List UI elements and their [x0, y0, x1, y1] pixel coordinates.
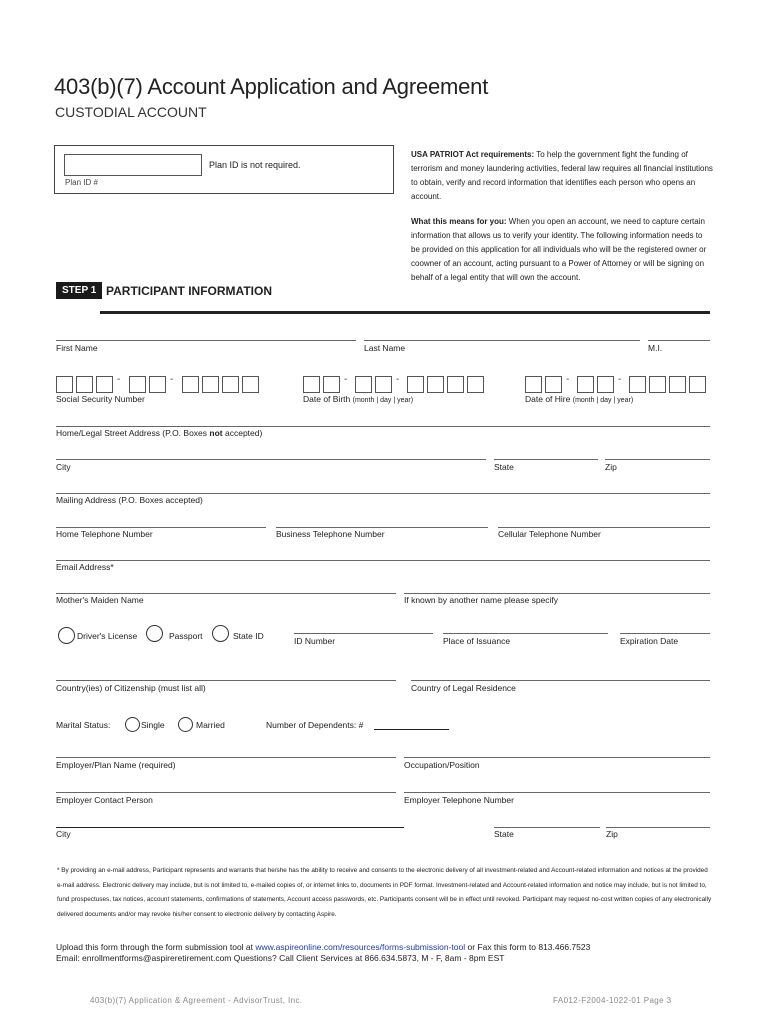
dob-digit-box[interactable]	[375, 376, 392, 393]
place-issuance-label: Place of Issuance	[443, 636, 511, 646]
dob-digit-box[interactable]	[447, 376, 464, 393]
employer-contact-label: Employer Contact Person	[56, 795, 153, 805]
employer-zip-field[interactable]	[606, 827, 710, 828]
dob-digit-box[interactable]	[303, 376, 320, 393]
doh-digit-box[interactable]	[649, 376, 666, 393]
doh-digit-box[interactable]	[597, 376, 614, 393]
ssn-digit-box[interactable]	[96, 376, 113, 393]
expiration-date-field[interactable]	[620, 633, 710, 634]
drivers-license-label: Driver's License	[77, 631, 138, 641]
plan-id-input[interactable]	[64, 154, 202, 176]
page-subtitle: CUSTODIAL ACCOUNT	[55, 104, 207, 120]
legal-residence-field[interactable]	[411, 680, 710, 681]
employer-city-label: City	[56, 829, 71, 839]
page-title: 403(b)(7) Account Application and Agreement	[54, 74, 489, 99]
expiration-date-label: Expiration Date	[620, 636, 679, 646]
plan-id-label: Plan ID #	[65, 178, 98, 187]
maiden-name-field[interactable]	[56, 593, 396, 594]
section-divider	[100, 311, 710, 314]
other-name-label: If known by another name please specify	[404, 595, 559, 605]
ssn-digit-box[interactable]	[76, 376, 93, 393]
first-name-field[interactable]	[56, 340, 356, 341]
cell-phone-field[interactable]	[498, 527, 710, 528]
passport-radio[interactable]	[146, 625, 163, 642]
state-id-label: State ID	[233, 631, 264, 641]
step-tag: STEP 1	[56, 282, 102, 299]
dob-label	[303, 394, 413, 404]
place-issuance-field[interactable]	[443, 633, 608, 634]
upload-text-pre: Upload this form through the form submission tool at	[56, 942, 256, 952]
email-disclaimer: * By providing an e-mail address, Participant represents and warrants that he/she has the ability to receive and consents to the electronic delivery of all investment-related and Account-related information and notices at the provided e-mail address. Electronic delivery may include, but is not limited to, e-mailed copies of, or internet links to, documents in PDF format. Investment-related and Account-related information and notice may include, but is not limited to, fund prospectuses, tax notices, account statements, confirmations of statements, Account access passwords, etc. Participants consent will be in effect until revoked. Participant may request no-cost written copies of any electronically delivered documents and/or may revoke his/her consent to electronic delivery by contacting Aspire.	[57, 867, 712, 918]
dob-format: (month | day | year)	[352, 397, 414, 404]
dob-digit-box[interactable]	[407, 376, 424, 393]
footer-form-name: 403(b)(7) Application & Agreement - AdvisorTrust, Inc.	[90, 996, 303, 1005]
contact-line: Email: enrollmentforms@aspireretirement.com Questions? Call Client Services at 866.634.5873, M - F, 8am - 8pm EST	[56, 952, 505, 963]
forms-submission-link[interactable]: www.aspireonline.com/resources/forms-submission-tool	[255, 942, 466, 952]
doh-digit-box[interactable]	[525, 376, 542, 393]
city-label: City	[56, 462, 71, 472]
doh-digit-box[interactable]	[669, 376, 686, 393]
id-number-field[interactable]	[294, 633, 433, 634]
employer-zip-label: Zip	[606, 829, 618, 839]
street-label-pre: Home/Legal Street Address (P.O. Boxes	[56, 428, 210, 438]
doh-digit-box[interactable]	[577, 376, 594, 393]
other-name-field[interactable]	[404, 593, 710, 594]
married-label: Married	[196, 720, 225, 730]
employer-phone-field[interactable]	[404, 792, 710, 793]
street-label-post: accepted)	[222, 428, 263, 438]
last-name-label: Last Name	[364, 343, 406, 353]
single-label: Single	[141, 720, 165, 730]
dob-digit-box[interactable]	[467, 376, 484, 393]
first-name-label: First Name	[56, 343, 98, 353]
patriot-heading-2: What this means for you:	[411, 217, 507, 226]
ssn-digit-box[interactable]	[129, 376, 146, 393]
step-title: PARTICIPANT INFORMATION	[106, 284, 272, 298]
doh-label-text: Date of Hire	[525, 394, 571, 404]
state-label: State	[494, 462, 514, 472]
doh-format: (month | day | year)	[572, 397, 634, 404]
employer-name-field[interactable]	[56, 757, 396, 758]
employer-state-label: State	[494, 829, 514, 839]
state-field[interactable]	[494, 459, 598, 460]
city-field[interactable]	[56, 459, 486, 460]
dependents-label: Number of Dependents: #	[266, 720, 364, 730]
employer-name-label: Employer/Plan Name (required)	[56, 760, 176, 770]
separator-dash: -	[566, 374, 570, 385]
zip-field[interactable]	[605, 459, 710, 460]
doh-label	[525, 394, 633, 404]
home-phone-field[interactable]	[56, 527, 266, 528]
zip-label: Zip	[605, 462, 617, 472]
id-number-label: ID Number	[294, 636, 336, 646]
dob-digit-box[interactable]	[355, 376, 372, 393]
doh-digit-box[interactable]	[689, 376, 706, 393]
ssn-digit-box[interactable]	[56, 376, 73, 393]
employer-contact-field[interactable]	[56, 792, 396, 793]
upload-text-post: or Fax this form to 813.466.7523	[465, 942, 591, 952]
patriot-text-2: When you open an account, we need to capture certain information that allows us to verify your identity. The following information needs to be provided on this application for all individuals who will be the registered owner or coowner of an account, acting pursuant to a Power of Attorney or will be signing on behalf of a legal entity that will own the account.	[411, 217, 707, 282]
doh-digit-box[interactable]	[629, 376, 646, 393]
occupation-field[interactable]	[404, 757, 710, 758]
upload-instructions	[56, 942, 590, 963]
drivers-license-radio[interactable]	[58, 627, 75, 644]
last-name-field[interactable]	[364, 340, 640, 341]
employer-city-field[interactable]	[56, 827, 404, 828]
dependents-field[interactable]	[374, 729, 449, 730]
email-label: Email Address*	[56, 562, 114, 572]
business-phone-label: Business Telephone Number	[276, 529, 385, 539]
citizenship-label: Country(ies) of Citizenship (must list all)	[56, 683, 206, 693]
citizenship-field[interactable]	[56, 680, 396, 681]
street-address-field[interactable]	[56, 426, 710, 427]
single-radio[interactable]	[125, 717, 140, 732]
patriot-heading: USA PATRIOT Act requirements:	[411, 150, 535, 159]
doh-digit-box[interactable]	[545, 376, 562, 393]
ssn-label: Social Security Number	[56, 394, 145, 404]
separator-dash: -	[170, 374, 174, 385]
ssn-digit-box[interactable]	[149, 376, 166, 393]
separator-dash: -	[396, 374, 400, 385]
mailing-address-label: Mailing Address (P.O. Boxes accepted)	[56, 495, 203, 505]
ssn-digit-box[interactable]	[222, 376, 239, 393]
passport-label: Passport	[169, 631, 203, 641]
ssn-digit-box[interactable]	[182, 376, 199, 393]
mi-label: M.I.	[648, 343, 663, 353]
employer-state-field[interactable]	[494, 827, 600, 828]
patriot-text: To help the government fight the funding of terrorism and money laundering activities, federal law requires all financial institutions to obtain, verify and record information that identifies each person who opens an account.	[411, 150, 713, 201]
separator-dash: -	[117, 374, 121, 385]
dob-digit-box[interactable]	[427, 376, 444, 393]
street-address-label	[56, 428, 262, 438]
home-phone-label: Home Telephone Number	[56, 529, 153, 539]
cell-phone-label: Cellular Telephone Number	[498, 529, 601, 539]
street-label-not: not	[209, 428, 223, 438]
email-field[interactable]	[56, 560, 710, 561]
separator-dash: -	[344, 374, 348, 385]
plan-id-note: Plan ID is not required.	[209, 160, 301, 170]
married-radio[interactable]	[178, 717, 193, 732]
business-phone-field[interactable]	[276, 527, 488, 528]
dob-label-text: Date of Birth	[303, 394, 351, 404]
patriot-act-notice	[411, 148, 713, 296]
ssn-digit-box[interactable]	[202, 376, 219, 393]
state-id-radio[interactable]	[212, 625, 229, 642]
employer-phone-label: Employer Telephone Number	[404, 795, 514, 805]
mi-field[interactable]	[648, 340, 710, 341]
ssn-digit-box[interactable]	[242, 376, 259, 393]
marital-status-label: Marital Status:	[56, 720, 111, 730]
dob-digit-box[interactable]	[323, 376, 340, 393]
maiden-name-label: Mother's Maiden Name	[56, 595, 144, 605]
occupation-label: Occupation/Position	[404, 760, 480, 770]
legal-residence-label: Country of Legal Residence	[411, 683, 516, 693]
footer-page-number: FA012-F2004-1022-01 Page 3	[553, 996, 672, 1005]
mailing-address-field[interactable]	[56, 493, 710, 494]
separator-dash: -	[618, 374, 622, 385]
